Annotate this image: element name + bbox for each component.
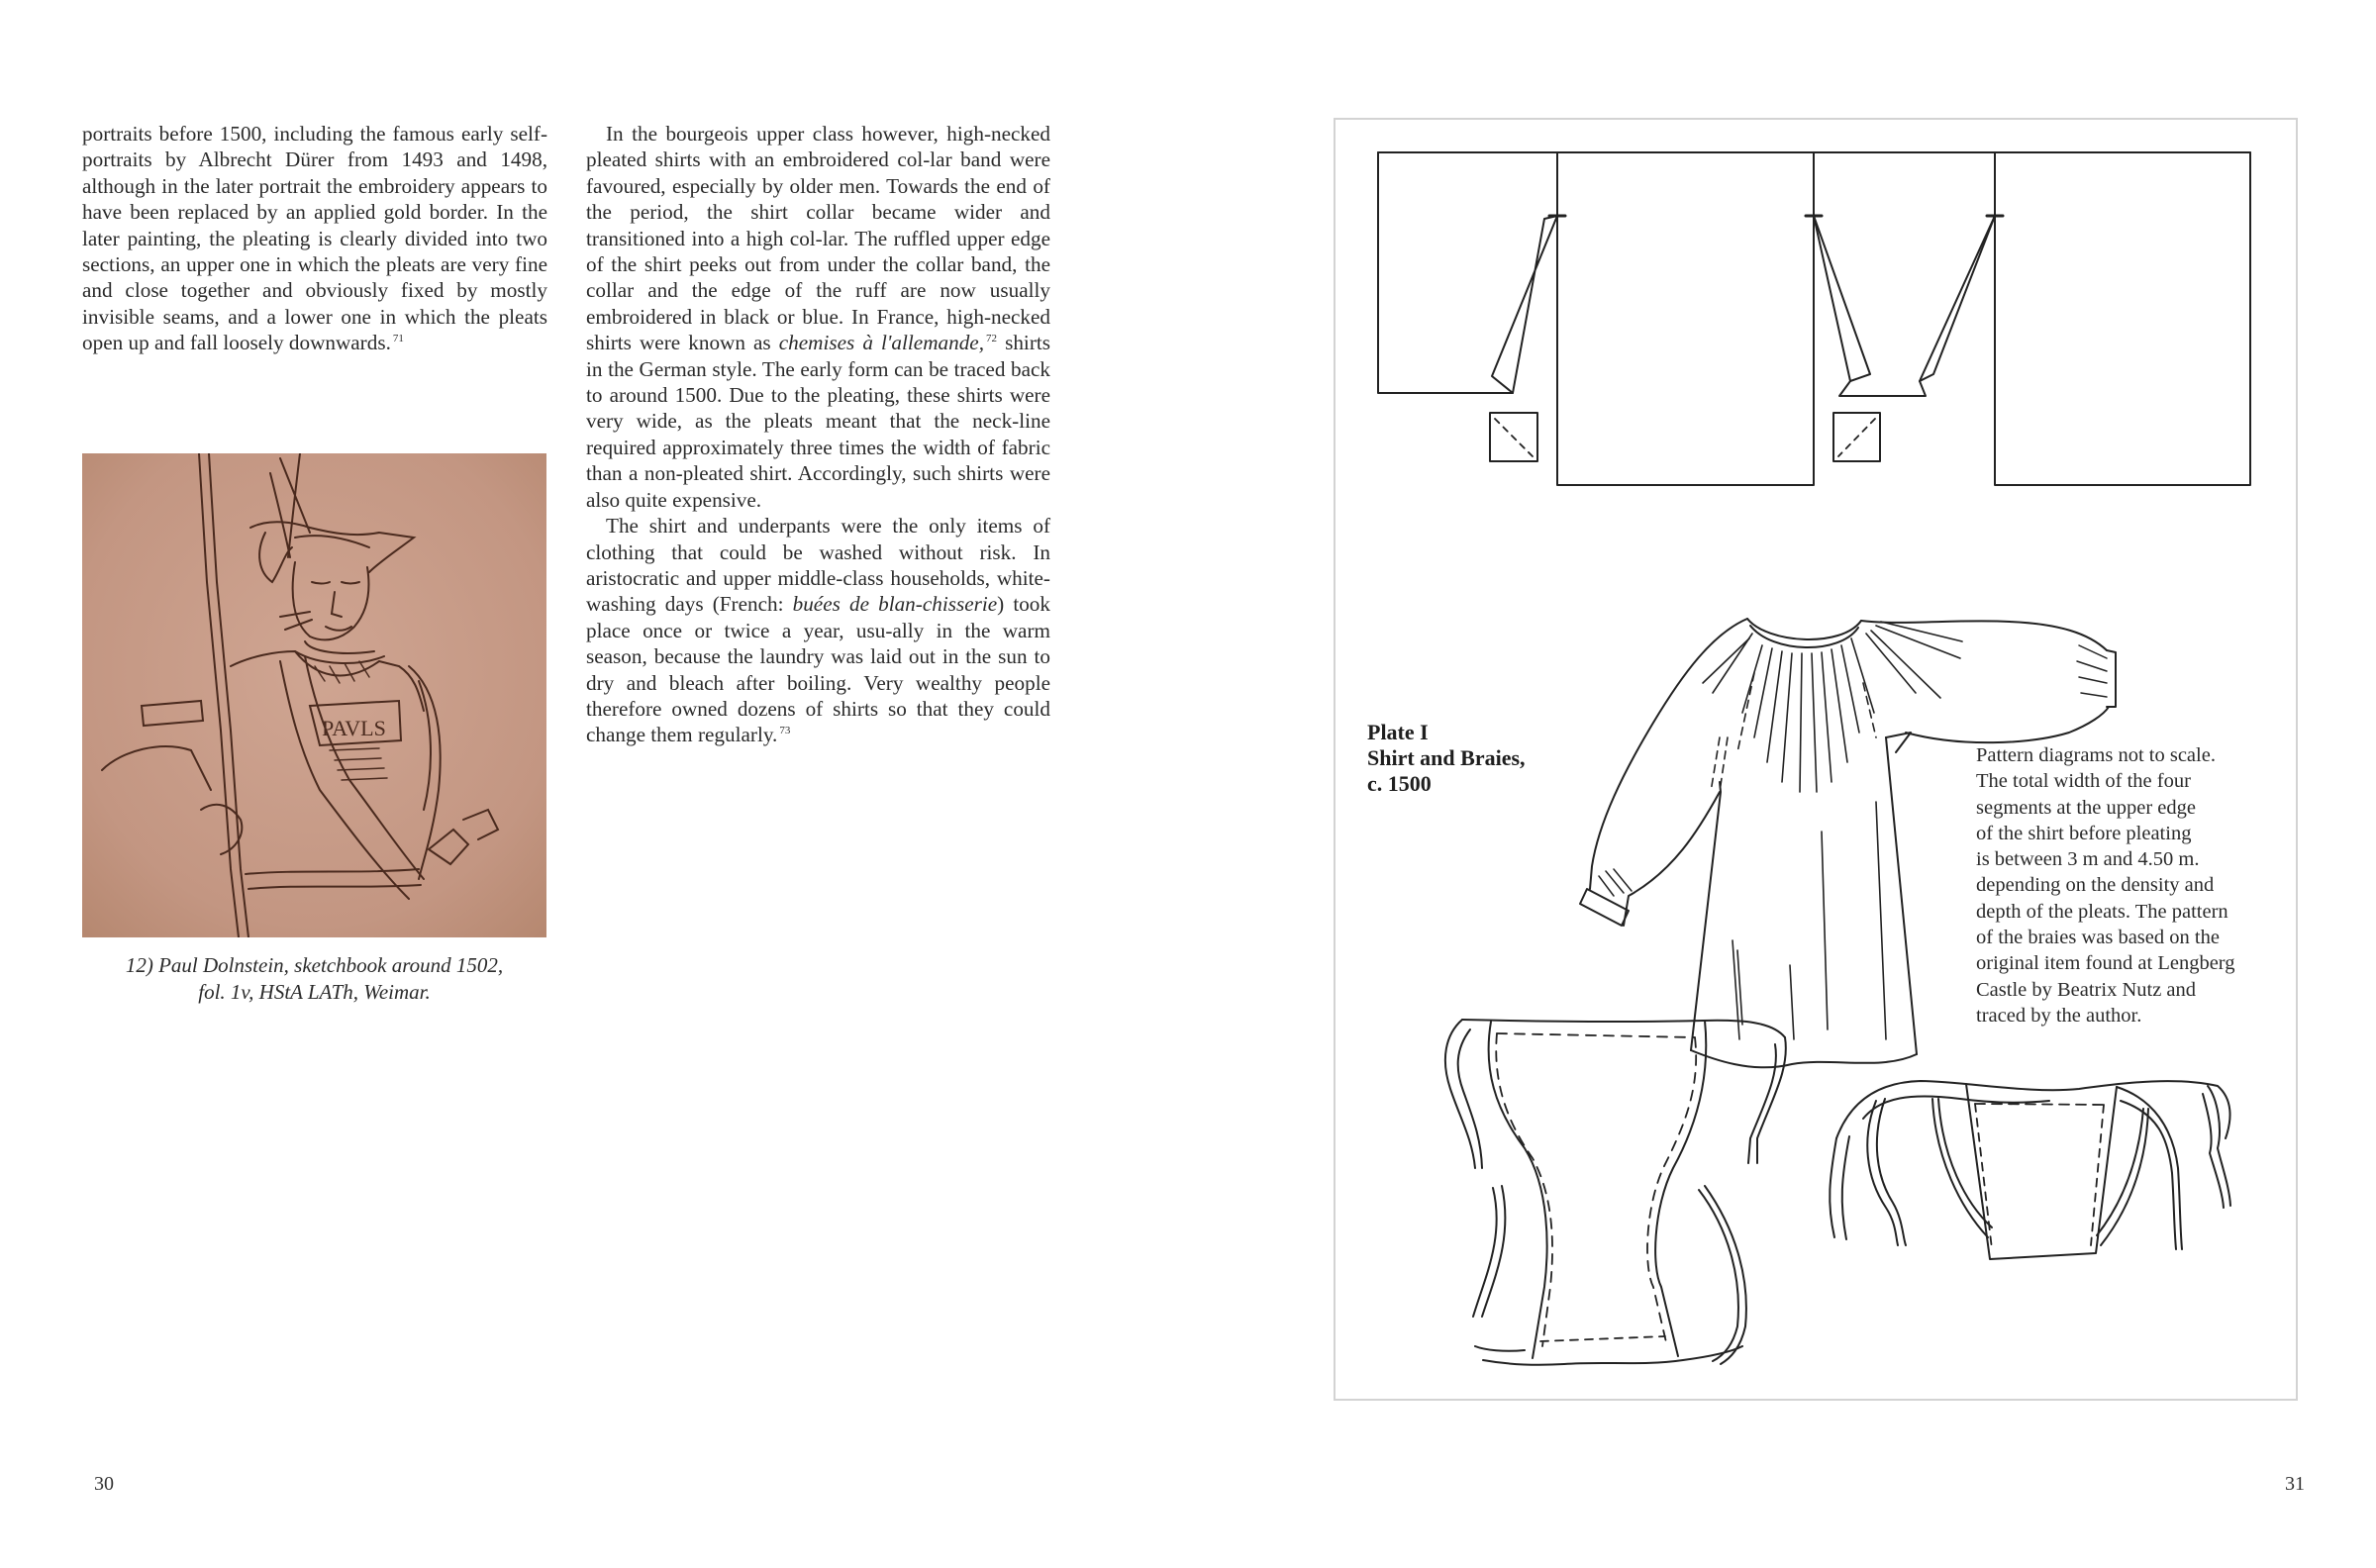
caption-line-2: fol. 1v, HStA LATh, Weimar. xyxy=(198,980,431,1004)
plate-subject: Shirt and Braies, xyxy=(1367,745,1526,770)
note-line: segments at the upper edge xyxy=(1976,796,2197,819)
paragraph-text: portraits before 1500, including the famous early self-portraits by Albrecht Dürer from 1493 and 1498, although in the later portrait the embroidery appears to have been replaced by an applied gold border. In the later painting, the pleating is clearly divided into two sections, an upper one in which the pleats are very fine and close together and obviously fixed by mostly invisible seams, and a lower one in which the pleats open up and fall loosely downwards. xyxy=(82,122,547,355)
paragraph-text: In the bourgeois upper class however, high-necked pleated shirts with an embroidered col-lar band were favoured, especially by older men. Towards the end of the period, the shirt collar became wider and transitioned into a high col-lar. The ruffled upper edge of the shirt peeks out from under the collar band, the collar and the edge of the ruff are now usually embroidered in black or blue. In France, high-necked shirts were known as xyxy=(586,122,1050,355)
note-line: Castle by Beatrix Nutz and xyxy=(1976,978,2197,1001)
note-line: traced by the author. xyxy=(1976,1004,2142,1027)
pattern-body-back xyxy=(1995,152,2250,485)
note-line: of the braies was based on the xyxy=(1976,927,2220,949)
note-line: Pattern diagrams not to scale. xyxy=(1976,744,2216,766)
page-number-left: 30 xyxy=(94,1473,114,1495)
note-line: depth of the pleats. The pattern xyxy=(1976,900,2228,923)
braies-pattern-flat xyxy=(1445,1020,1786,1365)
footnote-marker[interactable]: 73 xyxy=(779,725,791,737)
paragraph-text: ) took place once or twice a year, usu-ally in the warm season, because the laundry was laid out in the sun to dry and bleach after boiling. Very wealthy people therefore owned dozens of shirts so that they could change them regularly. xyxy=(586,592,1050,747)
pleat-lines xyxy=(1703,622,1962,792)
shirt-pattern-pieces xyxy=(1378,152,2250,485)
braies-illustration-assembled xyxy=(1830,1081,2230,1259)
italic-term: chemises à l'allemande, xyxy=(778,331,984,355)
footnote-marker[interactable]: 72 xyxy=(986,333,997,345)
paragraph-text: shirts in the German style. The early form can be traced back to around 1500. Due to the pleating, these shirts were very wide, as the pleats meant that the neck-line required approximately three times the width of fabric than a non-pleated shirt. Accordingly, such shirts were also quite expensive. xyxy=(586,331,1051,512)
note-line: The total width of the four xyxy=(1976,770,2191,793)
banner-text: PAVLS xyxy=(322,716,386,740)
caption-line-1: 12) Paul Dolnstein, sketchbook around 1502, xyxy=(125,953,504,977)
plate-number: Plate I xyxy=(1367,720,1429,744)
italic-term: buées de blan-chisserie xyxy=(792,592,998,617)
pattern-sleeve-left xyxy=(1378,152,1513,393)
note-line: original item found at Lengberg xyxy=(1976,952,2235,975)
plate-title xyxy=(1367,720,1526,797)
pattern-body-front xyxy=(1557,152,1814,485)
note-line: of the shirt before pleating xyxy=(1976,822,2192,844)
note-line: depending on the density and xyxy=(1976,874,2215,897)
pattern-gore-left xyxy=(1492,216,1557,393)
plate-note xyxy=(1976,742,2263,1029)
pattern-sleeve-right xyxy=(1814,216,1995,396)
note-line: is between 3 m and 4.50 m. xyxy=(1976,848,2200,871)
footnote-marker[interactable]: 71 xyxy=(392,333,404,345)
plate-date: c. 1500 xyxy=(1367,771,1432,796)
page-number-right: 31 xyxy=(2285,1473,2305,1495)
paragraph-text: The shirt and underpants were the only items of clothing that could be washed without risk. In aristocratic and upper middle-class households, white-washing days (French: xyxy=(586,514,1050,617)
